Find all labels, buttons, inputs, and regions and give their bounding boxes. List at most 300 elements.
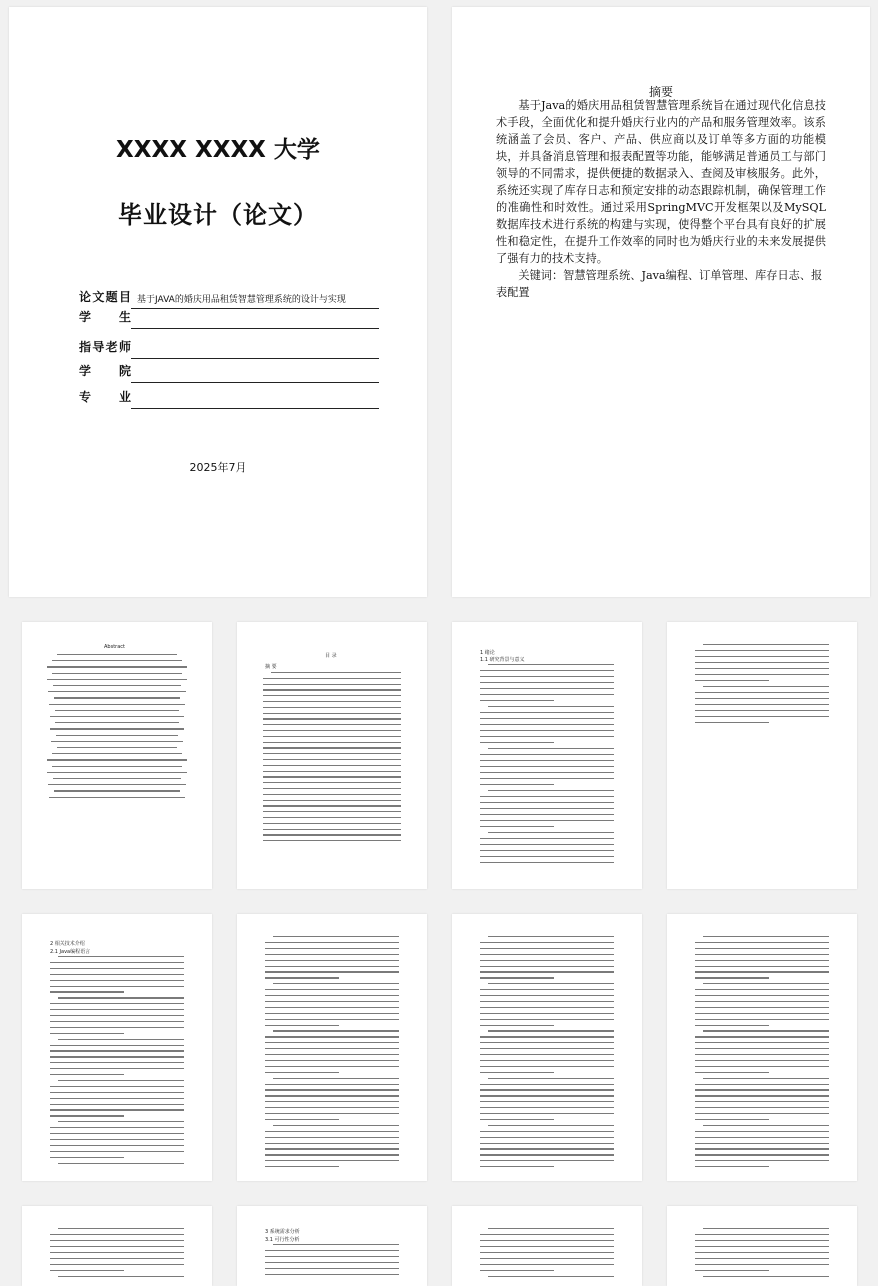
text-line [480, 730, 614, 731]
cover-date: 2025年7月 [189, 461, 247, 474]
page-thumbnail-tech[interactable] [22, 914, 212, 1181]
cover-field-label: 论文题目 [79, 290, 131, 304]
text-line [480, 1107, 614, 1108]
text-line [50, 1151, 184, 1152]
text-line [263, 747, 401, 748]
text-line [480, 814, 614, 815]
text-line [480, 1252, 614, 1253]
text-line [480, 954, 614, 955]
text-line [58, 1163, 184, 1164]
text-line [265, 1025, 339, 1026]
text-line [263, 805, 401, 806]
text-line [263, 811, 401, 812]
text-line [265, 1101, 399, 1102]
text-line [488, 706, 614, 707]
text-line [480, 1019, 614, 1020]
text-line [263, 771, 401, 772]
text-line [50, 1033, 124, 1034]
cover-page[interactable] [9, 7, 427, 597]
text-line [480, 1131, 614, 1132]
text-line [695, 722, 769, 723]
text-line [52, 753, 183, 754]
text-line [695, 698, 829, 699]
text-line [265, 960, 399, 961]
text-line [47, 666, 188, 667]
text-line [58, 997, 184, 998]
text-line [480, 700, 554, 701]
page-thumbnail-analysis-cont-1[interactable] [452, 1206, 642, 1286]
text-line [57, 747, 178, 748]
page-thumbnail-tech-cont-3[interactable] [667, 914, 857, 1181]
university-name: XXXX XXXX 大学 [116, 137, 320, 163]
text-line [50, 1027, 184, 1028]
text-line [50, 1127, 184, 1128]
page-thumbnail-analysis-cont-2[interactable] [667, 1206, 857, 1286]
thumbnail-subheading: 2.1 Java编程语言 [50, 949, 91, 955]
text-line [480, 784, 554, 785]
text-line [265, 1274, 399, 1275]
text-line [53, 685, 181, 686]
text-line [55, 722, 179, 723]
text-line [703, 1228, 829, 1229]
text-line [488, 1078, 614, 1079]
text-line [695, 1025, 769, 1026]
text-line [480, 826, 554, 827]
text-line [480, 1048, 614, 1049]
text-line [695, 942, 829, 943]
text-line [50, 1109, 184, 1110]
abstract-keywords: 关键词：智慧管理系统、Java编程、订单管理、库存日志、报表配置 [496, 269, 823, 299]
text-line [695, 692, 829, 693]
text-line [273, 983, 399, 984]
text-line [265, 1166, 339, 1167]
text-line [50, 728, 183, 729]
text-line [265, 1137, 399, 1138]
text-line [695, 1072, 769, 1073]
text-line [52, 673, 181, 674]
text-line [695, 1007, 829, 1008]
text-line [480, 989, 614, 990]
text-line [50, 980, 184, 981]
text-line [695, 1240, 829, 1241]
text-line [480, 742, 554, 743]
text-line [695, 1137, 829, 1138]
text-line [50, 991, 124, 992]
thumbnail-heading: 目 录 [325, 653, 337, 659]
text-line [480, 808, 614, 809]
text-line [480, 1072, 554, 1073]
text-line [265, 1107, 399, 1108]
text-line [695, 1001, 829, 1002]
text-line [54, 697, 180, 698]
page-thumbnail-analysis[interactable] [237, 1206, 427, 1286]
text-line [265, 1042, 399, 1043]
text-line [695, 1160, 829, 1161]
text-line [265, 1060, 399, 1061]
text-line [480, 736, 614, 737]
text-line [50, 1104, 184, 1105]
text-line [50, 1098, 184, 1099]
text-line [480, 1160, 614, 1161]
text-line [480, 1113, 614, 1114]
text-line [480, 1148, 614, 1149]
text-line [50, 1115, 124, 1116]
text-line [50, 986, 184, 987]
text-line [52, 766, 181, 767]
text-line [50, 1234, 184, 1235]
text-line [695, 1019, 829, 1020]
text-line [263, 800, 401, 801]
text-line [50, 1092, 184, 1093]
text-line [480, 712, 614, 713]
text-line [480, 1264, 614, 1265]
text-line [50, 1009, 184, 1010]
text-line [265, 1148, 399, 1149]
text-line [703, 644, 829, 645]
cover-field-label: 专业 [79, 390, 131, 404]
text-line [273, 1078, 399, 1079]
text-line [703, 686, 829, 687]
text-line [703, 936, 829, 937]
text-line [263, 759, 401, 760]
page-thumbnail-tech-cont-2[interactable] [452, 914, 642, 1181]
text-line [273, 1244, 399, 1245]
text-line [695, 1154, 829, 1155]
text-line [695, 977, 769, 978]
thumbnail-subheading: 3.1 可行性分析 [265, 1237, 300, 1243]
text-line [265, 942, 399, 943]
text-line [265, 1119, 339, 1120]
text-line [480, 1258, 614, 1259]
text-line [263, 701, 401, 702]
text-line [265, 989, 399, 990]
text-line [480, 1084, 614, 1085]
text-line [47, 679, 186, 680]
text-line [480, 971, 614, 972]
text-line [695, 668, 829, 669]
text-line [265, 1131, 399, 1132]
text-line [50, 1270, 124, 1271]
text-line [695, 1013, 829, 1014]
text-line [703, 1125, 829, 1126]
text-line [695, 948, 829, 949]
text-line [54, 790, 180, 791]
abstract-title: 摘要 [648, 85, 673, 99]
text-line [58, 1228, 184, 1229]
text-line [695, 1148, 829, 1149]
text-line [480, 1234, 614, 1235]
page-thumbnail-tech-cont-4[interactable] [22, 1206, 212, 1286]
text-line [480, 1154, 614, 1155]
text-line [265, 1089, 399, 1090]
text-line [480, 1137, 614, 1138]
text-line [55, 710, 180, 711]
thumbnail-heading: 3 系统需求分析 [265, 1229, 300, 1235]
page-thumbnail-intro[interactable] [452, 622, 642, 889]
text-line [695, 1234, 829, 1235]
text-line [263, 724, 401, 725]
text-line [265, 1268, 399, 1269]
text-line [480, 688, 614, 689]
text-line [480, 1166, 554, 1167]
text-line [488, 790, 614, 791]
underline [131, 408, 379, 409]
text-line [480, 942, 614, 943]
text-line [480, 772, 614, 773]
text-line [480, 802, 614, 803]
text-line [265, 1013, 399, 1014]
thumbnail-heading: Abstract [104, 644, 125, 650]
text-line [480, 948, 614, 949]
text-line [265, 995, 399, 996]
text-line [50, 1086, 184, 1087]
text-line [265, 1001, 399, 1002]
thesis-title-value: 基于JAVA的婚庆用品租赁智慧管理系统的设计与实现 [137, 295, 346, 305]
abstract-page[interactable] [452, 7, 870, 597]
text-line [695, 656, 829, 657]
text-line [480, 1054, 614, 1055]
page-thumbnail-tech-cont-1[interactable] [237, 914, 427, 1181]
text-line [263, 695, 401, 696]
text-line [263, 713, 401, 714]
text-line [58, 1121, 184, 1122]
text-line [50, 716, 185, 717]
text-line [273, 1030, 399, 1031]
text-line [488, 748, 614, 749]
text-line [263, 678, 401, 679]
thumbnail-heading: 2 相关技术介绍 [50, 941, 85, 947]
text-line [265, 1054, 399, 1055]
text-line [56, 735, 178, 736]
text-line [480, 766, 614, 767]
text-line [480, 682, 614, 683]
text-line [480, 724, 614, 725]
text-line [265, 1007, 399, 1008]
text-line [58, 956, 184, 957]
text-line [480, 1095, 614, 1096]
text-line [695, 1119, 769, 1120]
text-line [263, 684, 401, 685]
text-line [695, 1246, 829, 1247]
text-line [695, 1048, 829, 1049]
text-line [695, 1107, 829, 1108]
text-line [488, 1228, 614, 1229]
cover-field-student [79, 299, 379, 329]
text-line [695, 1143, 829, 1144]
text-line [480, 694, 614, 695]
text-line [50, 1074, 124, 1075]
text-line [263, 765, 401, 766]
text-line [265, 971, 399, 972]
page-thumbnail-intro-cont[interactable] [667, 622, 857, 889]
text-line [695, 971, 829, 972]
text-line [703, 1030, 829, 1031]
text-line [480, 1101, 614, 1102]
thumbnail-subheading: 1.1 研究背景与意义 [480, 657, 525, 663]
text-line [263, 776, 401, 777]
text-line [263, 753, 401, 754]
text-line [58, 1039, 184, 1040]
text-line [488, 664, 614, 665]
text-line [50, 1062, 184, 1063]
document-type-title: 毕业设计（论文） [118, 201, 318, 229]
text-line [265, 1160, 399, 1161]
text-line [695, 966, 829, 967]
text-line [695, 1084, 829, 1085]
text-line [480, 1119, 554, 1120]
text-line [480, 844, 614, 845]
text-line [695, 1042, 829, 1043]
text-line [695, 1113, 829, 1114]
text-line [265, 954, 399, 955]
text-line [480, 676, 614, 677]
text-line [480, 760, 614, 761]
text-line [480, 850, 614, 851]
text-line [695, 1258, 829, 1259]
text-line [265, 1250, 399, 1251]
text-line [53, 778, 181, 779]
text-line [695, 1166, 769, 1167]
text-line [50, 1021, 184, 1022]
text-line [695, 954, 829, 955]
text-line [48, 784, 186, 785]
text-line [480, 966, 614, 967]
text-line [480, 1036, 614, 1037]
page-thumbnail-toc[interactable] [237, 622, 427, 889]
text-line [263, 823, 401, 824]
text-line [265, 1154, 399, 1155]
text-line [480, 1270, 554, 1271]
text-line [480, 1013, 614, 1014]
text-line [488, 1125, 614, 1126]
thumbnail-toc-first: 摘 要 [265, 664, 277, 670]
text-line [695, 1270, 769, 1271]
text-line [263, 689, 401, 690]
text-line [480, 995, 614, 996]
cover-field-label: 指导老师 [79, 340, 131, 354]
text-line [273, 936, 399, 937]
page-thumbnail-abstract-en[interactable] [22, 622, 212, 889]
text-line [480, 862, 614, 863]
text-line [273, 1125, 399, 1126]
text-line [695, 680, 769, 681]
text-line [695, 716, 829, 717]
text-line [50, 1258, 184, 1259]
text-line [265, 1256, 399, 1257]
text-line [50, 1003, 184, 1004]
text-line [50, 1240, 184, 1241]
text-line [480, 718, 614, 719]
text-line [50, 1145, 184, 1146]
text-line [480, 778, 614, 779]
text-line [480, 1042, 614, 1043]
text-line [263, 794, 401, 795]
text-line [488, 1030, 614, 1031]
text-line [50, 1157, 124, 1158]
text-line [263, 718, 401, 719]
text-line [480, 1246, 614, 1247]
text-line [265, 1066, 399, 1067]
text-line [49, 797, 185, 798]
text-line [480, 1143, 614, 1144]
text-line [265, 948, 399, 949]
text-line [265, 1084, 399, 1085]
text-line [488, 832, 614, 833]
text-line [695, 1264, 829, 1265]
text-line [480, 1240, 614, 1241]
thumbnail-heading: 1 绪论 [480, 650, 495, 656]
cover-field-major [79, 379, 379, 409]
text-line [265, 977, 339, 978]
text-line [695, 704, 829, 705]
text-line [58, 1276, 184, 1277]
text-line [480, 856, 614, 857]
text-line [50, 1252, 184, 1253]
cover-field-label: 学生 [79, 310, 131, 324]
text-line [50, 1264, 184, 1265]
text-line [695, 1060, 829, 1061]
text-line [480, 960, 614, 961]
text-line [695, 1131, 829, 1132]
text-line [265, 1143, 399, 1144]
text-line [695, 960, 829, 961]
text-line [695, 1036, 829, 1037]
text-line [50, 1015, 184, 1016]
text-line [695, 995, 829, 996]
text-line [51, 741, 183, 742]
text-line [263, 730, 401, 731]
text-line [480, 1066, 614, 1067]
text-line [480, 1060, 614, 1061]
text-line [703, 1078, 829, 1079]
text-line [695, 1252, 829, 1253]
text-line [265, 1036, 399, 1037]
text-line [703, 1276, 829, 1277]
text-line [265, 1095, 399, 1096]
text-line [271, 672, 401, 673]
text-line [265, 966, 399, 967]
text-line [265, 1072, 339, 1073]
text-line [480, 820, 614, 821]
text-line [263, 834, 401, 835]
text-line [57, 654, 178, 655]
text-line [695, 1054, 829, 1055]
text-line [703, 983, 829, 984]
text-line [265, 1262, 399, 1263]
text-line [480, 977, 554, 978]
text-line [50, 1045, 184, 1046]
text-line [50, 1050, 184, 1051]
text-line [50, 1139, 184, 1140]
text-line [480, 1025, 554, 1026]
text-line [488, 983, 614, 984]
text-line [263, 782, 401, 783]
text-line [47, 759, 188, 760]
text-line [480, 1007, 614, 1008]
text-line [263, 829, 401, 830]
text-line [695, 674, 829, 675]
cover-field-label: 学院 [79, 364, 131, 378]
text-line [263, 707, 401, 708]
text-line [695, 662, 829, 663]
abstract-body: 基于Java的婚庆用品租赁智慧管理系统旨在通过现代化信息技术手段，全面优化和提升婚庆行业内的产品和服务管理效率。该系统涵盖了会员、客户、产品、供应商以及订单等多方面的功能模块，并具备消息管理和报表配置等功能，能够满足普通员工与部门领导的不同需求，提供便捷的数据录入、查阅及审核服务。此外，系统还实现了库存日志和预定安排的动态跟踪机制，确保管理工作的准确性和时效性。通过采用SpringMVC开发框架以及MySQL数据库技术进行系统的构建与实现，使得整个平台具有良好的扩展性和稳定性，在提升工作效率的同时也为婚庆行业的未来发展提供了强有力的技术支持。 [496, 99, 826, 265]
text-line [695, 1101, 829, 1102]
text-line [695, 650, 829, 651]
text-line [263, 817, 401, 818]
text-line [480, 670, 614, 671]
text-line [265, 1113, 399, 1114]
text-line [488, 1276, 614, 1277]
